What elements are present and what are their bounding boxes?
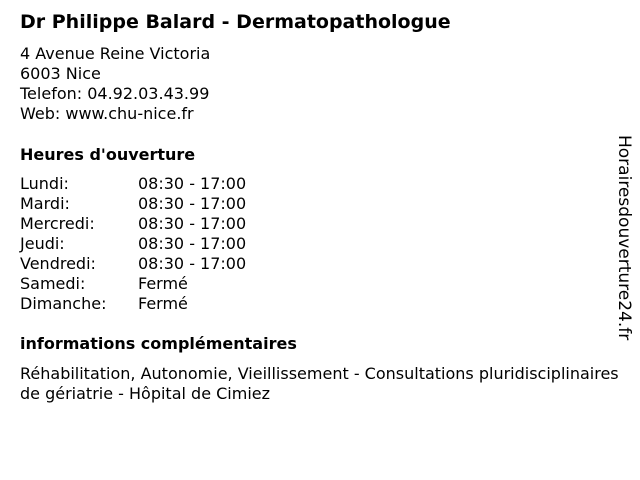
hours-row-thursday xyxy=(20,234,246,254)
hours-row-monday xyxy=(20,174,246,194)
hours-row-saturday xyxy=(20,274,246,294)
address-city: 6003 Nice xyxy=(20,64,101,83)
time-value: Fermé xyxy=(138,294,188,313)
day-label: Mercredi: xyxy=(20,214,95,233)
opening-hours-heading: Heures d'ouverture xyxy=(20,145,196,164)
hours-row-wednesday xyxy=(20,214,246,234)
time-value: 08:30 - 17:00 xyxy=(138,214,247,233)
phone-number: Telefon: 04.92.03.43.99 xyxy=(20,84,210,103)
site-watermark: Horairesdouverture24.fr xyxy=(614,135,634,341)
day-label: Mardi: xyxy=(20,194,70,213)
additional-info-text: Réhabilitation, Autonomie, Vieillissement - Consultations pluridisciplinaires de gériatrie - Hôpital de Cimiez xyxy=(20,364,619,403)
day-label: Jeudi: xyxy=(20,234,65,253)
contact-block xyxy=(20,44,210,124)
time-value: 08:30 - 17:00 xyxy=(138,234,247,253)
additional-info-heading: informations complémentaires xyxy=(20,334,297,353)
hours-row-tuesday xyxy=(20,194,246,214)
time-value: 08:30 - 17:00 xyxy=(138,174,247,193)
day-label: Lundi: xyxy=(20,174,69,193)
hours-row-friday xyxy=(20,254,246,274)
opening-hours-table xyxy=(20,174,246,314)
time-value: 08:30 - 17:00 xyxy=(138,194,247,213)
time-value: Fermé xyxy=(138,274,188,293)
hours-row-sunday xyxy=(20,294,246,314)
page-title: Dr Philippe Balard - Dermatopathologue xyxy=(20,11,451,33)
address-street: 4 Avenue Reine Victoria xyxy=(20,44,211,63)
time-value: 08:30 - 17:00 xyxy=(138,254,247,273)
day-label: Dimanche: xyxy=(20,294,107,313)
website: Web: www.chu-nice.fr xyxy=(20,104,194,123)
day-label: Vendredi: xyxy=(20,254,96,273)
day-label: Samedi: xyxy=(20,274,86,293)
